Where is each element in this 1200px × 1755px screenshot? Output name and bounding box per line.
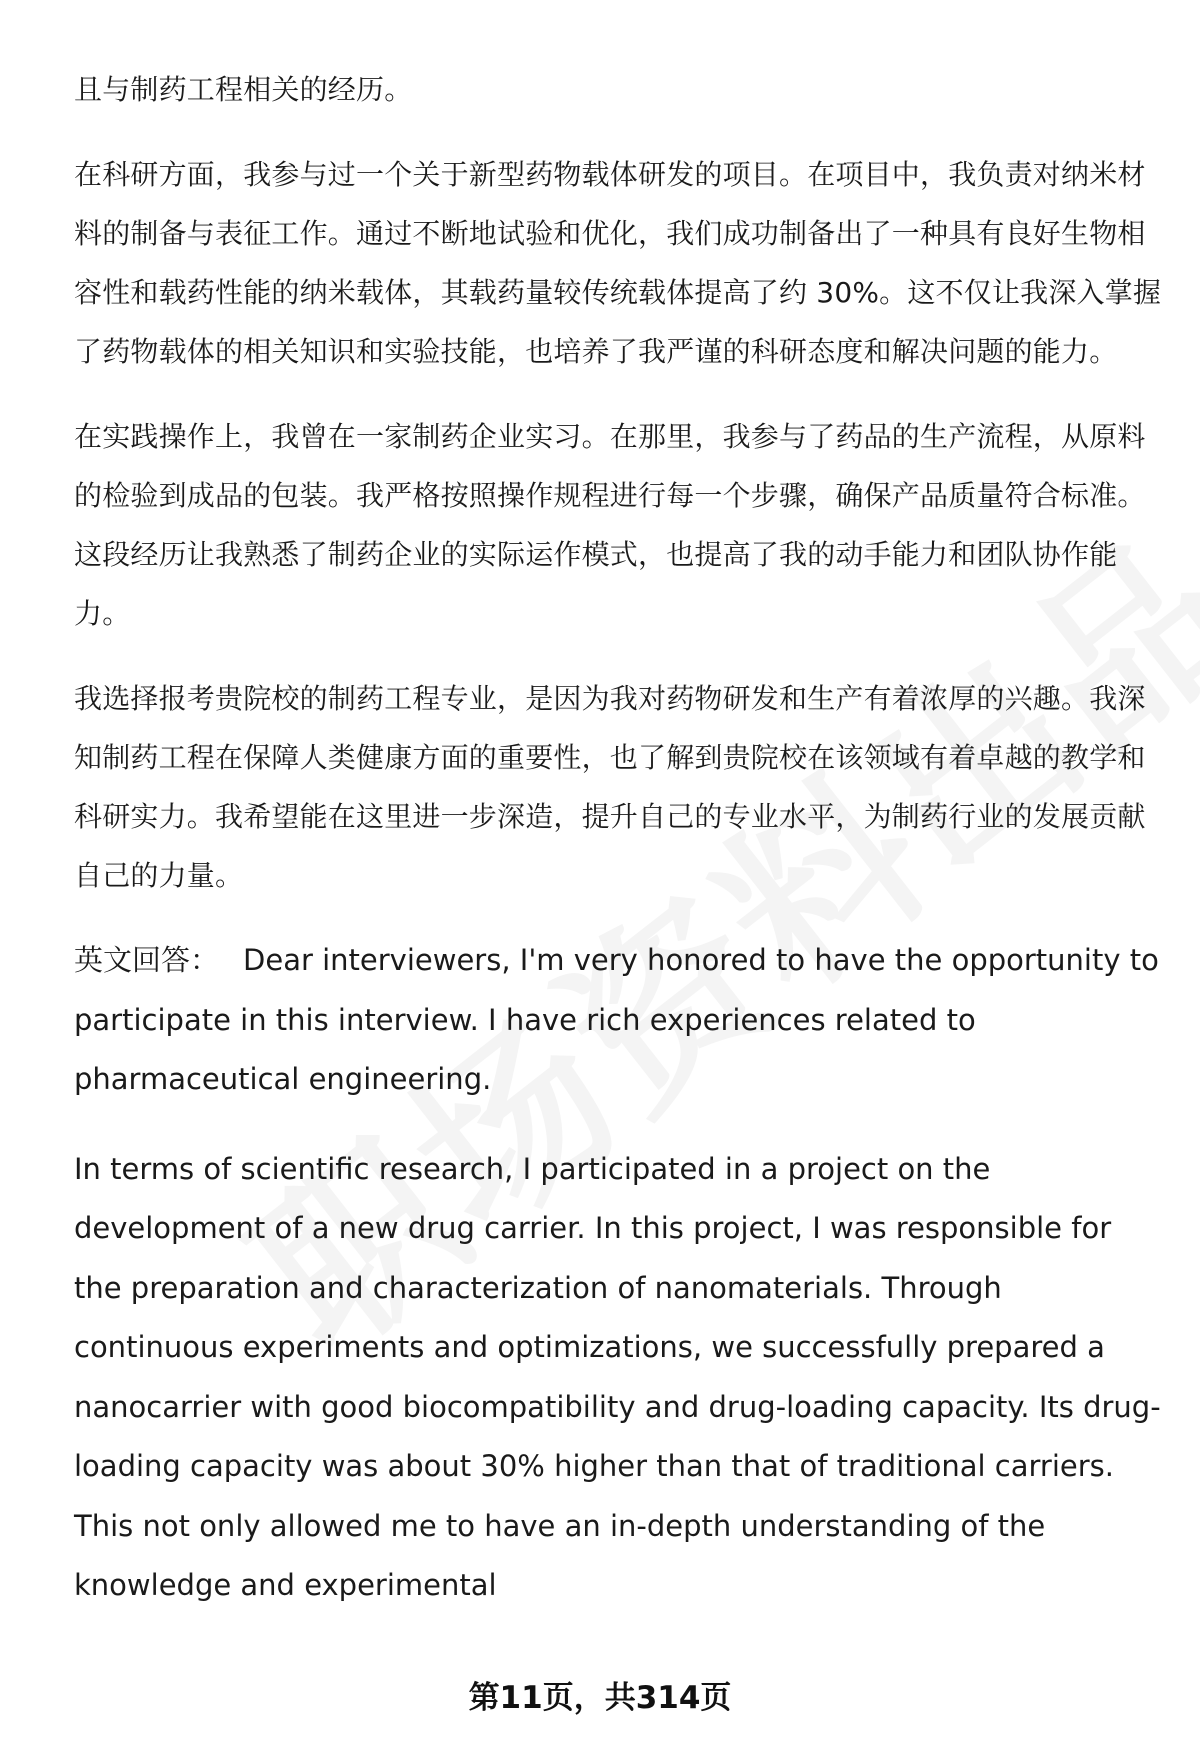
- paragraph-intro-continued: 且与制药工程相关的经历。: [74, 73, 413, 106]
- paragraph-motivation: 我选择报考贵院校的制药工程专业，是因为我对药物研发和生产有着浓厚的兴趣。我深知制药工程在保障人类健康方面的重要性，也了解到贵院校在该领域有着卓越的教学和科研实力。我希望能在这里进一步深造，提升自己的专业水平，为制药行业的发展贡献自己的力量。: [74, 682, 1146, 892]
- english-answer-research: In terms of scientific research, I participated in a project on the development of a new drug carrier. In this project, I was responsible for the preparation and characterization of nanomaterials. Through continuous experiments and optimizations, we successfully prepared a nanocarrier with good biocompatibility and drug-loading capacity. Its drug-loading capacity was about 30% higher than that of traditional carriers. This not only allowed me to have an in-depth understanding of the knowledge and experimental: [74, 1151, 1161, 1602]
- document-body: [74, 60, 1164, 1646]
- page-indicator: 第11页，共314页: [468, 1680, 732, 1716]
- paragraph-research: 在科研方面，我参与过一个关于新型药物载体研发的项目。在项目中，我负责对纳米材料的制备与表征工作。通过不断地试验和优化，我们成功制备出了一种具有良好生物相容性和载药性能的纳米载体，其载药量较传统载体提高了约 30%。这不仅让我深入掌握了药物载体的相关知识和实验技能，也培养了我严谨的科研态度和解决问题的能力。: [74, 158, 1162, 368]
- english-answer-intro: [74, 931, 1164, 1110]
- paragraph-practice: 在实践操作上，我曾在一家制药企业实习。在那里，我参与了药品的生产流程，从原料的检验到成品的包装。我严格按照操作规程进行每一个步骤，确保产品质量符合标准。这段经历让我熟悉了制药企业的实际运作模式，也提高了我的动手能力和团队协作能力。: [74, 420, 1146, 630]
- english-answer-intro-text: Dear interviewers, I'm very honored to have the opportunity to participate in this interview. I have rich experiences related to pharmaceutical engineering.: [74, 943, 1159, 1096]
- english-answer-label: 英文回答：: [74, 943, 220, 977]
